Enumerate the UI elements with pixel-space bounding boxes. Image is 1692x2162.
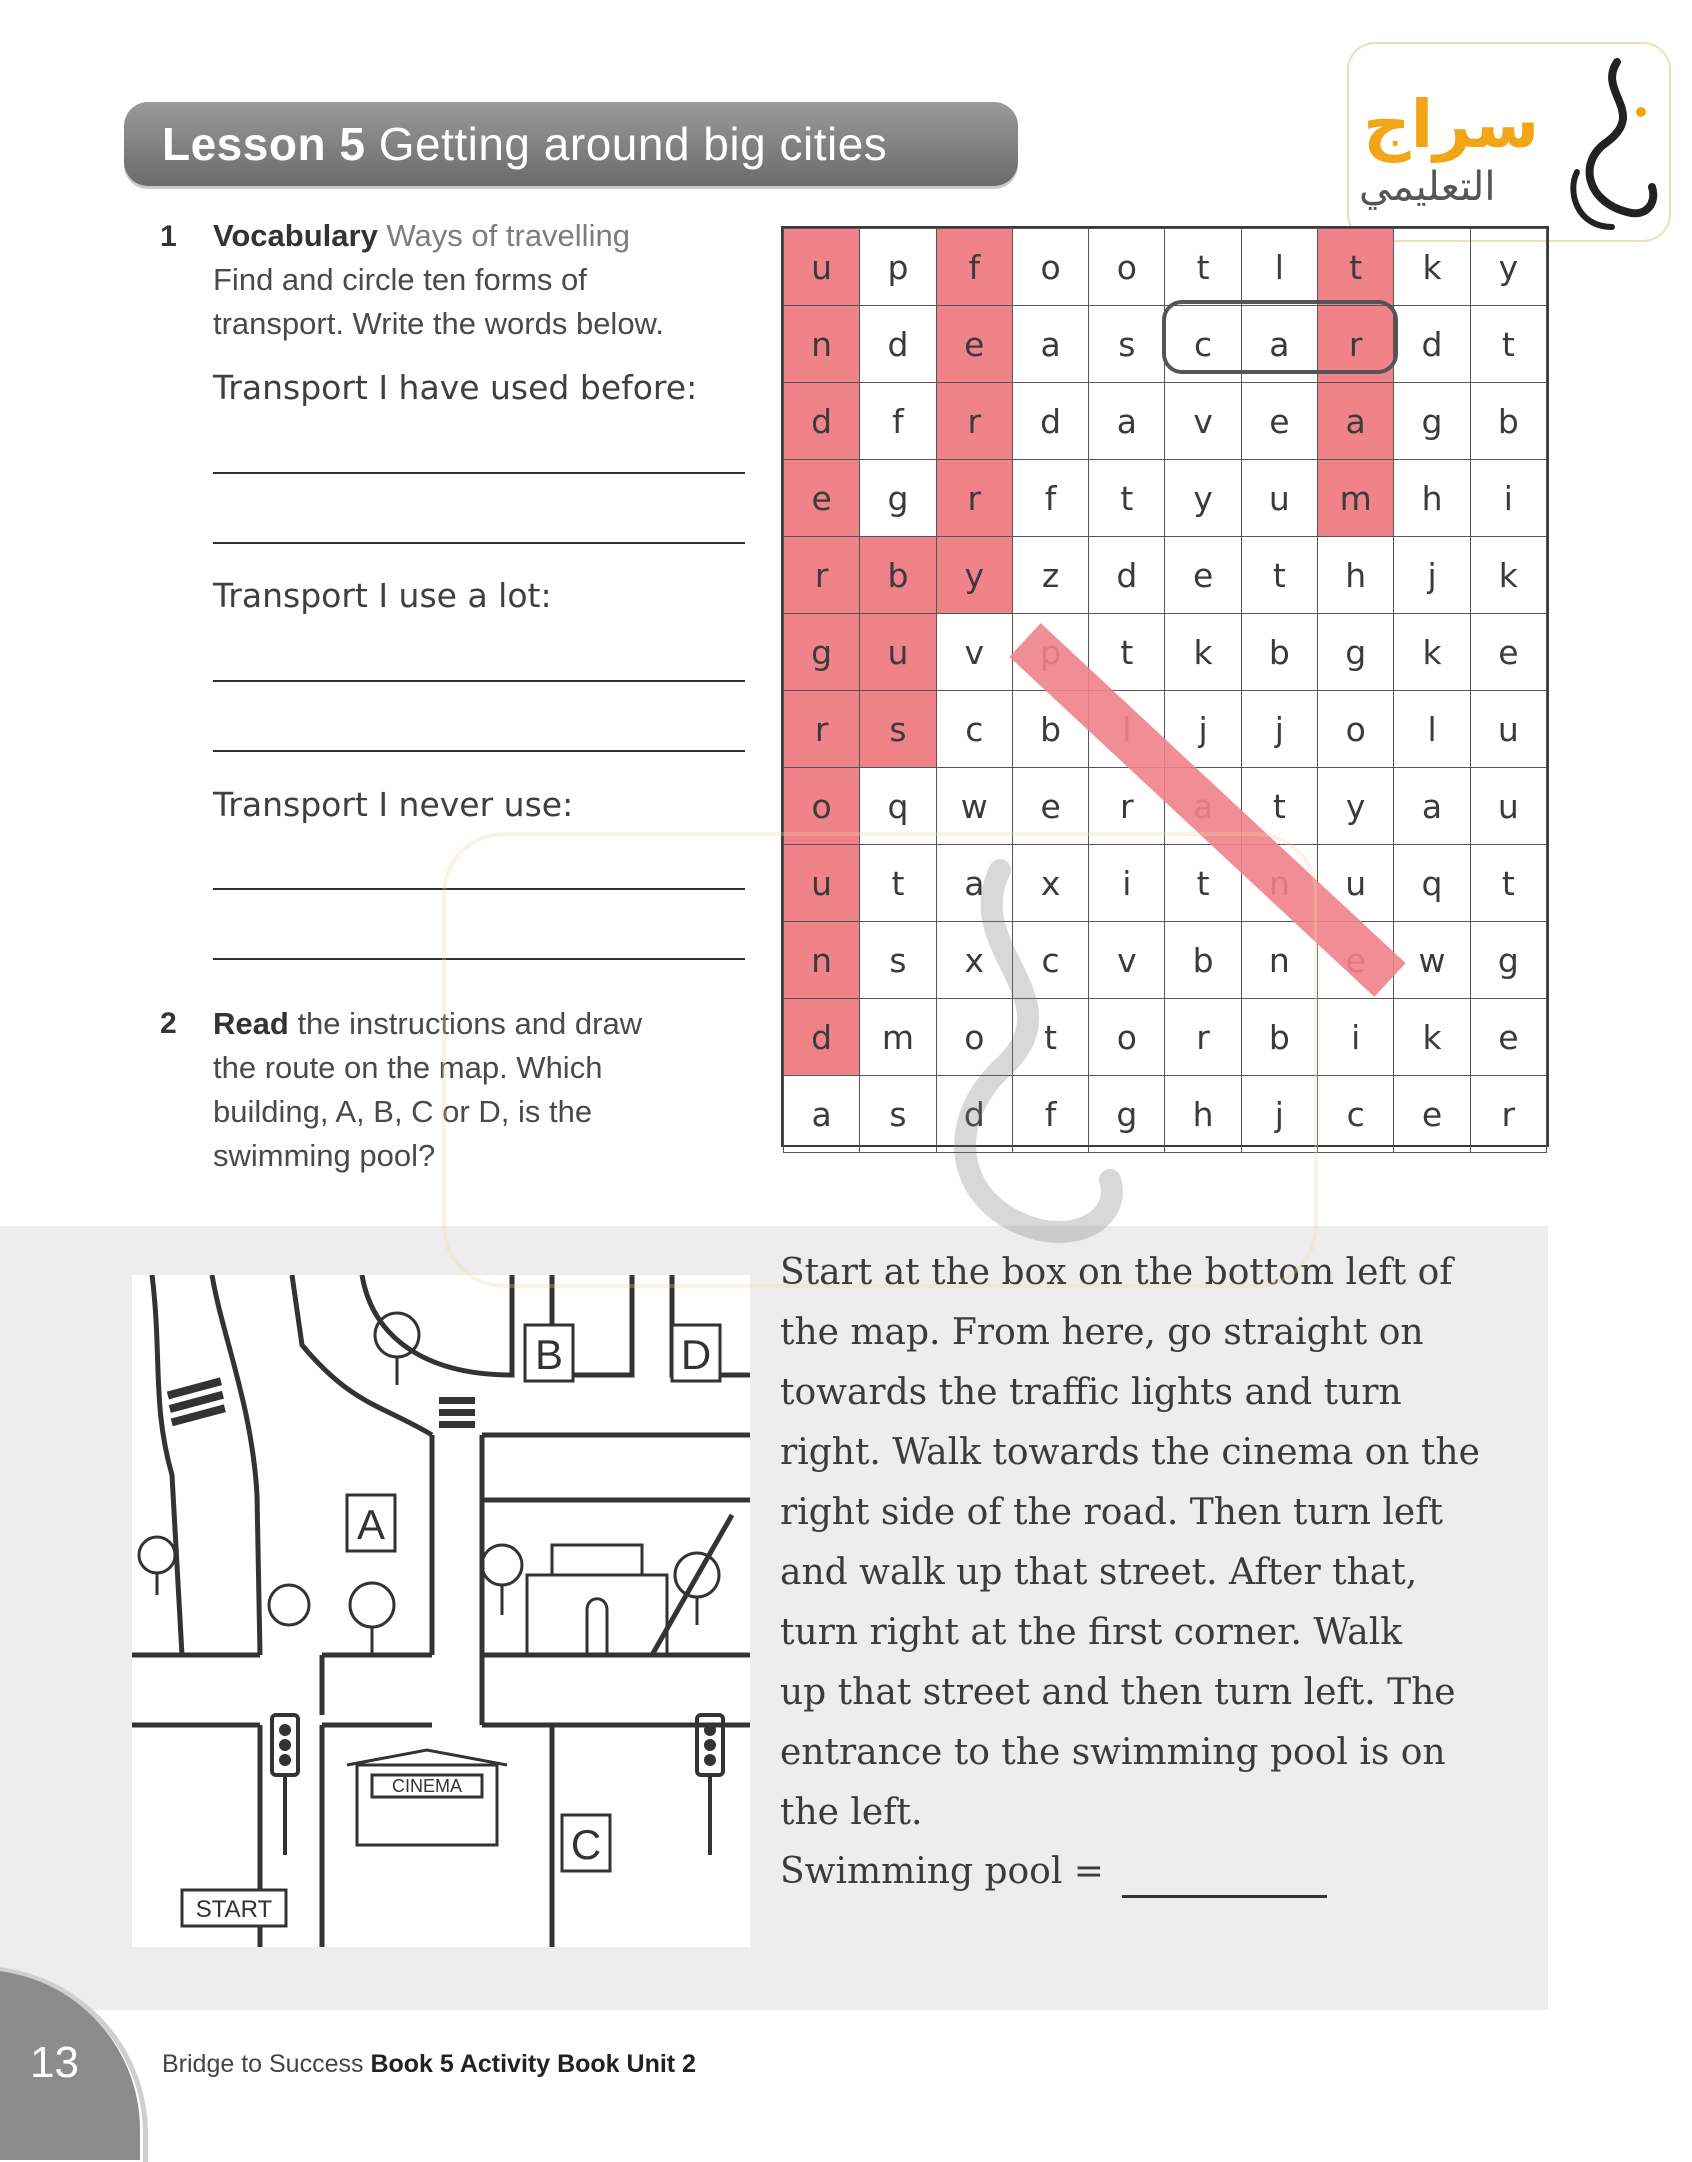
grid-letter-cell[interactable]: a — [1394, 768, 1470, 845]
grid-letter-cell[interactable]: d — [784, 999, 860, 1076]
grid-letter-cell[interactable]: e — [1012, 768, 1088, 845]
instruction-line: and walk up that street. After that, — [780, 1552, 1418, 1593]
grid-letter-cell[interactable]: u — [1317, 845, 1393, 922]
grid-letter-cell[interactable]: y — [1317, 768, 1393, 845]
instruction-line: right side of the road. Then turn left — [780, 1492, 1443, 1533]
grid-letter-cell[interactable]: e — [1470, 614, 1546, 691]
grid-letter-cell[interactable]: t — [1165, 229, 1241, 306]
grid-letter-cell[interactable]: t — [1470, 845, 1546, 922]
map-label-cinema: CINEMA — [391, 1776, 463, 1796]
grid-row — [784, 383, 1547, 460]
grid-letter-cell[interactable]: l — [1241, 229, 1317, 306]
grid-letter-cell[interactable]: t — [1470, 306, 1546, 383]
grid-letter-cell[interactable]: u — [784, 229, 860, 306]
grid-letter-cell[interactable]: b — [1165, 922, 1241, 999]
grid-letter-cell[interactable]: h — [1317, 537, 1393, 614]
grid-letter-cell[interactable]: o — [1012, 229, 1088, 306]
grid-letter-cell[interactable]: d — [1089, 537, 1165, 614]
exercise-2-line-3: building, A, B, C or D, is the — [213, 1094, 593, 1129]
grid-letter-cell[interactable]: d — [1394, 306, 1470, 383]
exercise-1-bold: Vocabulary — [213, 218, 378, 253]
grid-letter-cell[interactable]: g — [1394, 383, 1470, 460]
grid-letter-cell[interactable]: t — [1089, 460, 1165, 537]
grid-letter-cell[interactable]: r — [1165, 999, 1241, 1076]
grid-letter-cell[interactable]: u — [1470, 691, 1546, 768]
grid-letter-cell[interactable]: m — [860, 999, 936, 1076]
grid-letter-cell[interactable]: g — [1089, 1076, 1165, 1153]
grid-letter-cell[interactable]: k — [1394, 999, 1470, 1076]
grid-letter-cell[interactable]: u — [860, 614, 936, 691]
grid-letter-cell[interactable]: s — [860, 922, 936, 999]
grid-letter-cell[interactable]: b — [860, 537, 936, 614]
grid-letter-cell[interactable]: t — [1241, 768, 1317, 845]
grid-letter-cell[interactable]: r — [1317, 306, 1393, 383]
grid-letter-cell[interactable]: j — [1241, 1076, 1317, 1153]
exercise-1-instruction-2: transport. Write the words below. — [213, 306, 664, 341]
exercise-1-number: 1 — [160, 220, 177, 253]
grid-letter-cell[interactable]: m — [1317, 460, 1393, 537]
grid-letter-cell[interactable]: f — [1012, 460, 1088, 537]
grid-letter-cell[interactable]: c — [936, 691, 1012, 768]
instruction-line: up that street and then turn left. The — [780, 1672, 1456, 1713]
grid-letter-cell[interactable]: e — [1470, 999, 1546, 1076]
grid-letter-cell[interactable]: r — [936, 383, 1012, 460]
map-label-start: START — [195, 1896, 273, 1923]
example-circle-car — [1162, 300, 1398, 374]
grid-letter-cell[interactable]: g — [784, 614, 860, 691]
grid-letter-cell[interactable]: b — [1470, 383, 1546, 460]
exercise-2-bold: Read — [213, 1006, 289, 1041]
grid-row — [784, 229, 1547, 306]
grid-letter-cell[interactable]: j — [1241, 691, 1317, 768]
publisher-logo — [1347, 42, 1671, 242]
grid-letter-cell[interactable]: e — [784, 460, 860, 537]
grid-letter-cell[interactable]: e — [1241, 383, 1317, 460]
route-instructions — [780, 1243, 1520, 1843]
calligraphy-icon — [1557, 52, 1665, 236]
grid-letter-cell[interactable]: f — [1012, 1076, 1088, 1153]
grid-letter-cell[interactable]: y — [1470, 229, 1546, 306]
map-label-d: D — [680, 1331, 712, 1378]
grid-letter-cell[interactable]: j — [1394, 537, 1470, 614]
instruction-line: towards the traffic lights and turn — [780, 1372, 1402, 1413]
footer-book-title — [162, 2050, 696, 2079]
grid-letter-cell[interactable]: x — [1012, 845, 1088, 922]
grid-letter-cell[interactable]: a — [1317, 383, 1393, 460]
grid-letter-cell[interactable]: b — [1241, 999, 1317, 1076]
grid-letter-cell[interactable]: u — [1470, 768, 1546, 845]
grid-letter-cell[interactable]: o — [1089, 999, 1165, 1076]
grid-letter-cell[interactable]: n — [784, 306, 860, 383]
grid-letter-cell[interactable]: s — [860, 691, 936, 768]
grid-row — [784, 537, 1547, 614]
grid-letter-cell[interactable]: q — [860, 768, 936, 845]
grid-letter-cell[interactable]: e — [1165, 537, 1241, 614]
grid-letter-cell[interactable]: y — [1165, 460, 1241, 537]
grid-letter-cell[interactable]: o — [1317, 691, 1393, 768]
instruction-line: entrance to the swimming pool is on — [780, 1732, 1446, 1773]
grid-letter-cell[interactable]: f — [860, 383, 936, 460]
grid-letter-cell[interactable]: h — [1165, 1076, 1241, 1153]
watermark-logo — [440, 830, 1320, 1290]
grid-letter-cell[interactable]: k — [1394, 229, 1470, 306]
street-map — [132, 1275, 750, 1947]
grid-letter-cell[interactable]: a — [784, 1076, 860, 1153]
page-number: 13 — [30, 2038, 79, 2087]
grid-letter-cell[interactable]: e — [1394, 1076, 1470, 1153]
grid-letter-cell[interactable]: a — [1012, 306, 1088, 383]
grid-letter-cell[interactable]: o — [784, 768, 860, 845]
exercise-2-line-2: the route on the map. Which — [213, 1050, 603, 1085]
grid-letter-cell[interactable]: t — [1012, 999, 1088, 1076]
grid-letter-cell[interactable]: w — [936, 768, 1012, 845]
grid-letter-cell[interactable]: q — [1394, 845, 1470, 922]
grid-letter-cell[interactable]: a — [1089, 383, 1165, 460]
grid-letter-cell[interactable]: e — [936, 306, 1012, 383]
instruction-line: Start at the box on the bottom left of — [780, 1252, 1453, 1293]
map-label-c: C — [570, 1821, 602, 1868]
grid-letter-cell[interactable]: p — [860, 229, 936, 306]
grid-letter-cell[interactable]: i — [1470, 460, 1546, 537]
footer-book: Book 5 Activity Book Unit 2 — [370, 2050, 696, 2078]
grid-letter-cell[interactable]: d — [1012, 383, 1088, 460]
grid-letter-cell[interactable]: c — [1317, 1076, 1393, 1153]
instruction-line: the left. — [780, 1792, 923, 1833]
grid-row — [784, 460, 1547, 537]
grid-letter-cell[interactable]: t — [860, 845, 936, 922]
grid-letter-cell[interactable]: z — [1012, 537, 1088, 614]
grid-letter-cell[interactable]: t — [1165, 845, 1241, 922]
grid-letter-cell[interactable]: h — [1394, 460, 1470, 537]
grid-letter-cell[interactable]: r — [784, 691, 860, 768]
grid-letter-cell[interactable]: r — [1089, 768, 1165, 845]
grid-letter-cell[interactable]: t — [1317, 229, 1393, 306]
grid-letter-cell[interactable]: w — [1394, 922, 1470, 999]
grid-letter-cell[interactable]: t — [1089, 614, 1165, 691]
grid-letter-cell[interactable]: b — [1241, 614, 1317, 691]
grid-letter-cell[interactable]: r — [936, 460, 1012, 537]
grid-letter-cell[interactable]: d — [860, 306, 936, 383]
prompt-never-use: Transport I never use: — [213, 785, 574, 824]
grid-letter-cell[interactable]: d — [784, 383, 860, 460]
grid-letter-cell[interactable]: b — [1012, 691, 1088, 768]
grid-letter-cell[interactable]: g — [1317, 614, 1393, 691]
instruction-line: turn right at the first corner. Walk — [780, 1612, 1403, 1653]
grid-letter-cell[interactable]: k — [1394, 614, 1470, 691]
grid-letter-cell[interactable]: u — [784, 845, 860, 922]
grid-letter-cell[interactable]: r — [784, 537, 860, 614]
grid-letter-cell[interactable]: t — [1241, 537, 1317, 614]
grid-letter-cell[interactable]: k — [1165, 614, 1241, 691]
grid-letter-cell[interactable]: n — [784, 922, 860, 999]
answer-line[interactable] — [213, 472, 745, 474]
exercise-1-instruction-1: Find and circle ten forms of — [213, 262, 587, 297]
grid-letter-cell[interactable]: u — [1241, 460, 1317, 537]
grid-letter-cell[interactable]: a — [936, 845, 1012, 922]
exercise-2-line-4: swimming pool? — [213, 1138, 436, 1173]
grid-letter-cell[interactable]: c — [1165, 306, 1241, 383]
exercise-1-topic: Ways of travelling — [386, 218, 630, 253]
grid-letter-cell[interactable]: i — [1089, 845, 1165, 922]
answer-line[interactable] — [213, 750, 745, 752]
lesson-title: Getting around big cities — [378, 118, 888, 170]
logo-arabic-sub: التعليمي — [1359, 164, 1496, 210]
grid-letter-cell[interactable]: o — [936, 999, 1012, 1076]
lesson-number: Lesson 5 — [162, 118, 366, 170]
grid-letter-cell[interactable]: v — [1089, 922, 1165, 999]
street-map-drawing — [132, 1275, 750, 1947]
map-label-b: B — [534, 1331, 564, 1378]
answer-line[interactable] — [213, 542, 745, 544]
grid-letter-cell[interactable]: c — [1012, 922, 1088, 999]
footer-series: Bridge to Success — [162, 2050, 364, 2078]
grid-letter-cell[interactable]: g — [1470, 922, 1546, 999]
grid-letter-cell[interactable]: r — [1470, 1076, 1546, 1153]
grid-letter-cell[interactable]: j — [1165, 691, 1241, 768]
instruction-line: right. Walk towards the cinema on the — [780, 1432, 1480, 1473]
exercise-2-number: 2 — [160, 1007, 177, 1040]
swimming-pool-answer-label: Swimming pool = — [780, 1851, 1104, 1892]
swimming-pool-answer-line[interactable] — [1122, 1895, 1327, 1898]
grid-letter-cell[interactable]: d — [936, 1076, 1012, 1153]
prompt-used-before: Transport I have used before: — [213, 368, 698, 407]
grid-letter-cell[interactable]: k — [1470, 537, 1546, 614]
prompt-use-a-lot: Transport I use a lot: — [213, 576, 552, 615]
grid-letter-cell[interactable]: i — [1317, 999, 1393, 1076]
grid-letter-cell[interactable]: x — [936, 922, 1012, 999]
grid-letter-cell[interactable]: v — [1165, 383, 1241, 460]
grid-letter-cell[interactable]: y — [936, 537, 1012, 614]
grid-letter-cell[interactable]: a — [1241, 306, 1317, 383]
lesson-title-banner — [124, 102, 1018, 186]
grid-letter-cell[interactable]: f — [936, 229, 1012, 306]
map-label-a: A — [356, 1501, 386, 1548]
logo-arabic-main: سراج — [1363, 86, 1540, 163]
grid-letter-cell[interactable]: n — [1241, 922, 1317, 999]
grid-letter-cell[interactable]: l — [1394, 691, 1470, 768]
grid-letter-cell[interactable]: s — [1089, 306, 1165, 383]
answer-line[interactable] — [213, 680, 745, 682]
exercise-1-heading — [213, 214, 773, 346]
grid-letter-cell[interactable]: v — [936, 614, 1012, 691]
grid-letter-cell[interactable]: o — [1089, 229, 1165, 306]
grid-letter-cell[interactable]: s — [860, 1076, 936, 1153]
exercise-2-line-1: the instructions and draw — [297, 1006, 643, 1041]
grid-letter-cell[interactable]: g — [860, 460, 936, 537]
instruction-line: the map. From here, go straight on — [780, 1312, 1424, 1353]
